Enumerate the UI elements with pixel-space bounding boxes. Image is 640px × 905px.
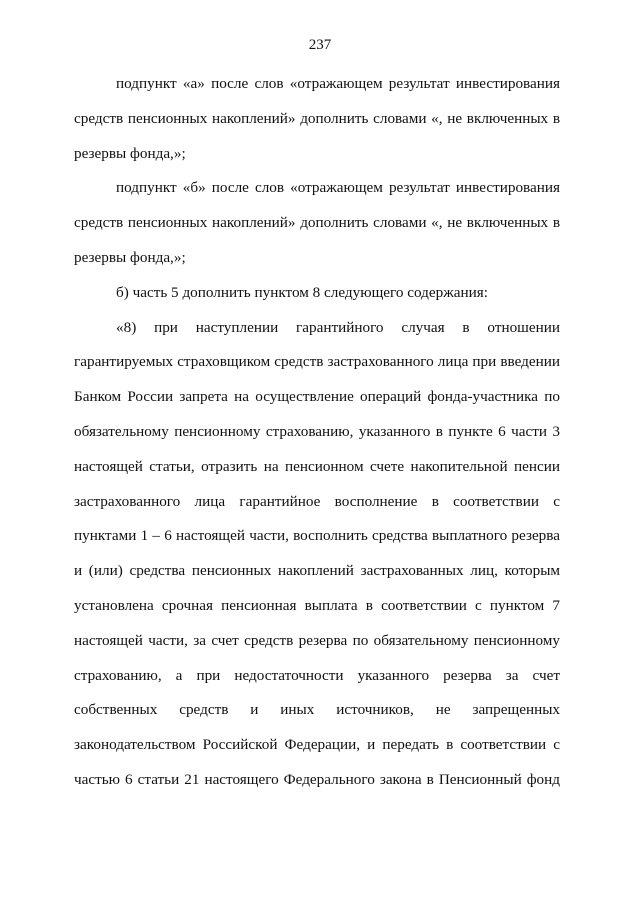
text-line: резервы фонда,»; bbox=[74, 248, 186, 266]
text-line: страхованию, а при недостаточности указанного резерва за счет bbox=[74, 666, 560, 684]
text-line: Банком России запрета на осуществление операций фонда-участника по bbox=[74, 388, 560, 406]
text-line: средства пенсионных накоплений застрахованных лиц, которым bbox=[129, 562, 561, 580]
text-line: частью 6 статьи 21 настоящего Федерального закона в Пенсионный фонд bbox=[74, 770, 560, 788]
text-line: средств пенсионных накоплений» дополнить словами «, не включенных в bbox=[74, 109, 560, 127]
paragraph-subitem-a bbox=[74, 67, 560, 171]
text-line: законодательством Российской Федерации, и передать в соответствии с bbox=[74, 736, 560, 754]
text-line: настоящей части, за счет средств резерва по обязательному пенсионному bbox=[74, 631, 560, 649]
text-line: подпункт «а» после слов «отражающем результат инвестирования bbox=[116, 75, 560, 92]
text-line: гарантируемых страховщиком средств застрахованного лица при введении bbox=[74, 353, 560, 371]
text-line: 1 – 6 настоящей части, восполнить средства выплатного резерва и (или) bbox=[74, 527, 560, 580]
paragraph-part-5 bbox=[74, 276, 560, 311]
text-line: обязательному пенсионному страхованию, указанного в пункте 6 части 3 bbox=[74, 422, 560, 440]
paragraph-subitem-b bbox=[74, 171, 560, 275]
document-body bbox=[74, 67, 560, 798]
text-line: установлена срочная пенсионная выплата в соответствии с пунктом 7 bbox=[74, 596, 560, 614]
text-line: б) часть 5 дополнить пунктом 8 следующего содержания: bbox=[116, 283, 488, 301]
text-line: резервы фонда,»; bbox=[74, 144, 186, 162]
text-line: «8) при наступлении гарантийного случая в отношении bbox=[116, 318, 560, 336]
text-line: подпункт «б» после слов «отражающем результат инвестирования bbox=[116, 179, 560, 197]
text-line: застрахованного лица гарантийное восполнение в соответствии с пунктами bbox=[74, 492, 560, 545]
page-number: 237 bbox=[308, 37, 332, 53]
text-line: настоящей статьи, отразить на пенсионном счете накопительной пенсии bbox=[74, 457, 560, 475]
text-line: средств пенсионных накоплений» дополнить словами «, не включенных в bbox=[74, 214, 560, 232]
paragraph-item-8 bbox=[74, 311, 560, 798]
text-line: собственных средств и иных источников, не запрещенных bbox=[74, 701, 560, 719]
